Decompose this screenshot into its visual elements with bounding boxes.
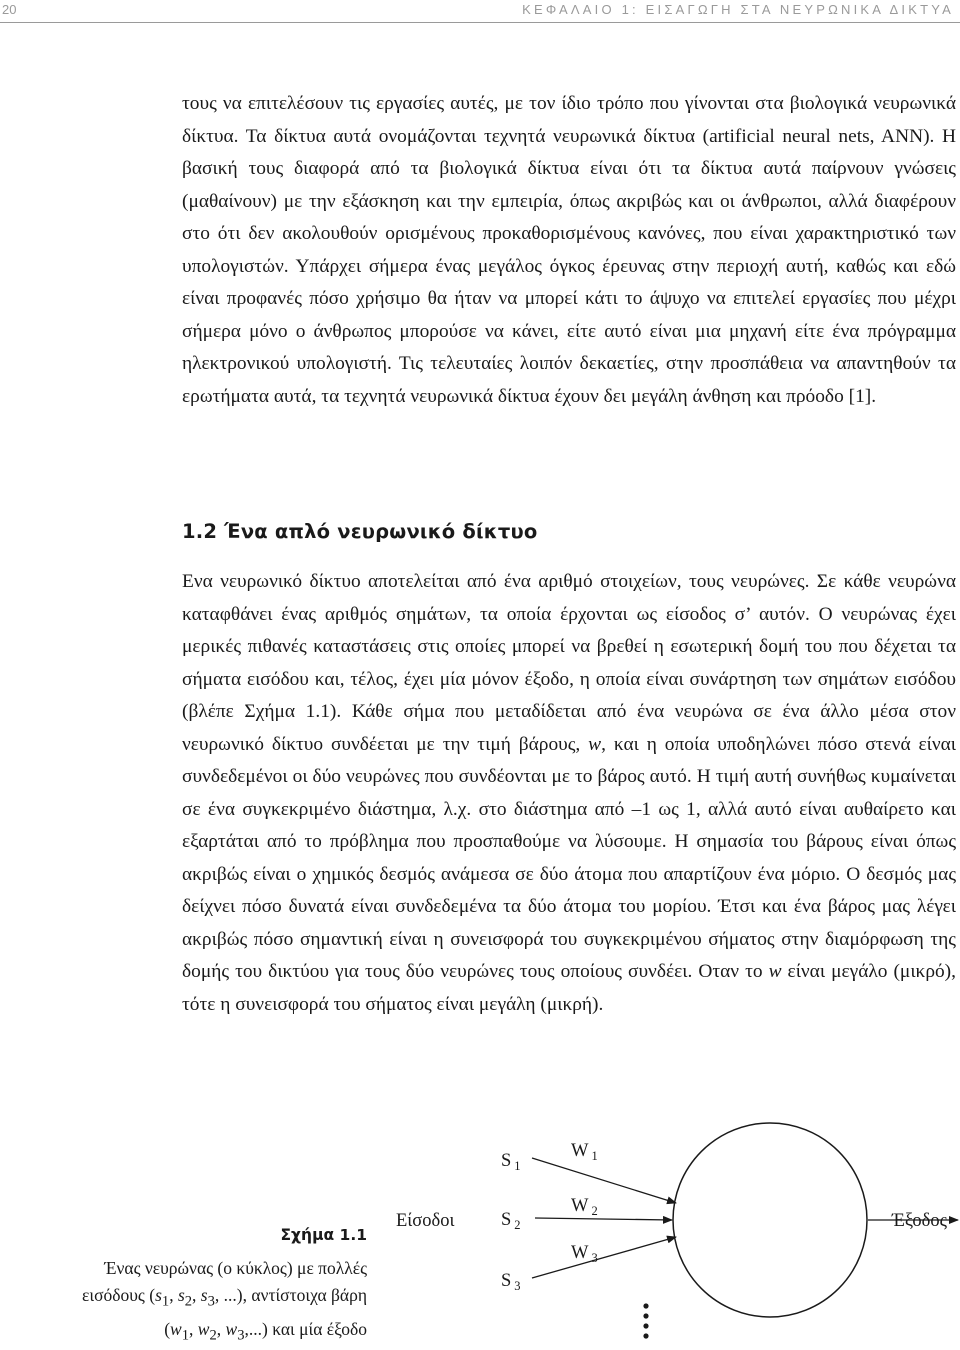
input-arrow-2 bbox=[535, 1218, 672, 1220]
paragraph-text-part1: Ενα νευρωνικό δίκτυο αποτελείται από ένα αριθμό στοιχείων, τους νευρώνες. Σε κάθε νευρώνα καταφθάνει ένας αριθμός σημάτων, τα οποία έρχονται ως είσοδος σ’ αυτόν. Ο νευρώνας έχει μερικές πιθανές καταστάσεις στις οποίες μπορεί να βρεθεί η εσωτερική δομή του που δέχεται τα σήματα εισόδου και, τέλος, έχει μία μόνον έξοδο, η οποία είναι συνάρτηση των σημάτων εισόδου (βλέπε Σχήμα 1.1). Κάθε σήμα που μεταδίδεται από ένα νευρώνα σε ένα άλλο μέσα στον νευρωνικό δίκτυο συνδέεται με την τιμή βάρους, bbox=[182, 571, 956, 755]
weight-label-2: W $_2$ bbox=[571, 1196, 598, 1218]
section-paragraph-block bbox=[182, 566, 956, 1021]
signal-label-1: S $_1$ bbox=[501, 1151, 521, 1173]
page-header bbox=[0, 0, 960, 24]
running-title: ΚΕΦΑΛΑΙΟ 1: ΕΙΣΑΓΩΓΗ ΣΤΑ ΝΕΥΡΩΝΙΚΑ ΔΙΚΤΥΑ bbox=[522, 2, 954, 17]
input-arrow-1 bbox=[532, 1158, 676, 1203]
weight-label-3: W $_3$ bbox=[571, 1243, 598, 1265]
signal-label-2: S $_2$ bbox=[501, 1210, 521, 1232]
input-arrow-3 bbox=[532, 1237, 676, 1278]
weight-symbol: w bbox=[768, 961, 782, 982]
output-label: Έξοδος bbox=[892, 1211, 947, 1231]
weight-symbol: w bbox=[588, 733, 602, 755]
intro-paragraph-block bbox=[182, 88, 956, 413]
caption-title: Σχήμα 1.1 bbox=[280, 1226, 367, 1244]
caption-line-3: ($w_1$, $w_2$, $w_3$,...) και μία έξοδο bbox=[164, 1319, 367, 1344]
page-number: 20 bbox=[2, 2, 17, 17]
signal-label-3: S $_3$ bbox=[501, 1271, 521, 1293]
section-heading: 1.2 Ένα απλό νευρωνικό δίκτυο bbox=[182, 520, 538, 543]
paragraph-text-part2: , και η οποία υποδηλώνει πόσο στενά είναι συνδεδεμένοι οι δύο νευρώνες που συνδέονται με το βάρος αυτό. Η τιμή αυτή συνήθως κυμαίνεται σε ένα συγκεκριμένο διάστημα, λ.χ. στο διάστημα από –1 ως 1, αλλά αυτό είναι αυθαίρετο και εξαρτάται από το πρόβλημα που προσπαθούμε να λύσουμε. Η σημασία του βάρους είναι όπως ακριβώς είναι ο χημικός δεσμός ανάμεσα σε δύο άτομα που απαρτίζουν ένα μόριο. Ο δεσμός μας δείχνει πόσο δυνατά είναι συνδεδεμένα τα δύο άτομα του μορίου. Έτσι και ένα βάρος μας λέγει ακριβώς πόσο σημαντική είναι η συνεισφορά του συγκεκριμένου σήματος στην διαμόρφωση της δομής του δικτύου για τους δύο νευρώνες τους οποίους συνδέει. Οταν το bbox=[182, 733, 956, 982]
header-rule bbox=[0, 22, 960, 23]
intro-paragraph: τους να επιτελέσουν τις εργασίες αυτές, με τον ίδιο τρόπο που γίνονται στα βιολογικά νευρωνικά δίκτυα. Τα δίκτυα αυτά ονομάζονται τεχνητά νευρωνικά δίκτυα (artificial neural nets, ANN). Η βασική τους διαφορά από τα βιολογικά δίκτυα είναι ότι τα δίκτυα αυτά παίρνουν γνώσεις (μαθαίνουν) με την εξάσκηση και την εμπειρία, όπως ακριβώς και οι άνθρωποι, αλλά διαφέρουν στο ότι δεν ακολουθούν ορισμένους προκαθορισμένους κανόνες, που είναι χαρακτηριστικό των υπολογιστών. Υπάρχει σήμερα ένας μεγάλος όγκος έρευνας στην περιοχή αυτή, καθώς και εδώ είναι προφανές πόσο χρήσιμο θα ήταν να μπορεί κάτι το άψυχο να επιτελεί εργασίες που μέχρι σήμερα μόνο ο άνθρωπος μπορούσε να κάνει, είτε αυτό είναι μια μηχανή είτε ένα πρόγραμμα ηλεκτρονικού υπολογιστή. Τις τελευταίες λοιπόν δεκαετίες, στην προσπάθεια να απαντηθούν τα ερωτήματα αυτά, τα τεχνητά νευρωνικά δίκτυα έχουν δει μεγάλη άνθηση και πρόοδο [1]. bbox=[182, 93, 956, 407]
neuron-circle bbox=[673, 1123, 867, 1317]
paragraph-text-part3: είναι μεγάλο (μικρό), τότε η συνεισφορά του σήματος είναι μεγάλη (μικρή). bbox=[182, 961, 956, 1015]
inputs-label: Είσοδοι bbox=[396, 1211, 455, 1231]
section-paragraph bbox=[182, 566, 956, 1021]
weight-label-1: W $_1$ bbox=[571, 1141, 598, 1163]
more-inputs-dots bbox=[643, 1303, 648, 1338]
caption-line-2: εισόδους ($s_1$, $s_2$, $s_3$, ...), αντίστοιχα βάρη bbox=[82, 1285, 367, 1310]
figure-caption bbox=[10, 1222, 367, 1350]
caption-line-1: Ένας νευρώνας (ο κύκλος) με πολλές bbox=[104, 1257, 367, 1278]
